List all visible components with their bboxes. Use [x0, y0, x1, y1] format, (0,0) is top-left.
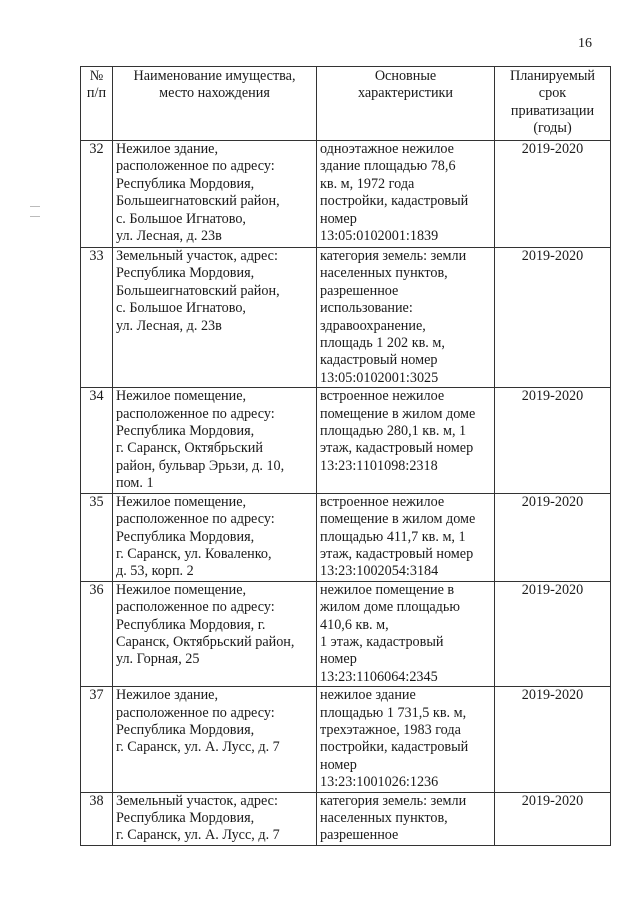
- text-line: Республика Мордовия,: [116, 528, 255, 545]
- property-name: [113, 687, 317, 792]
- text-line: Нежилое помещение,: [116, 493, 247, 510]
- text-line: здравоохранение,: [320, 317, 426, 334]
- row-number: 36: [81, 581, 113, 686]
- text-line: Республика Мордовия, г.: [116, 616, 266, 633]
- page-number: 16: [578, 36, 592, 51]
- row-number: 32: [81, 141, 113, 248]
- text-line: расположенное по адресу:: [116, 158, 275, 175]
- text-line: ул. Горная, 25: [116, 651, 200, 668]
- text-line: расположенное по адресу:: [116, 599, 275, 616]
- text-line: Нежилое здание,: [116, 687, 219, 704]
- text-line: разрешенное: [320, 827, 399, 844]
- text-line: категория земель: земли: [320, 792, 467, 809]
- text-line: площадь 1 202 кв. м,: [320, 335, 445, 352]
- text-line: расположенное по адресу:: [116, 704, 275, 721]
- text-line: Большеигнатовский район,: [116, 193, 280, 210]
- property-characteristics: [317, 141, 495, 248]
- text-line: использование:: [320, 300, 413, 317]
- property-name: [113, 792, 317, 845]
- text-line: г. Саранск, Октябрьский: [116, 440, 263, 457]
- text-line: Земельный участок, адрес:: [116, 792, 278, 809]
- text-line: разрешенное: [320, 282, 399, 299]
- text-line: номер: [320, 756, 357, 773]
- text-line: Нежилое здание,: [116, 141, 219, 157]
- text-line: 13:23:1101098:2318: [320, 457, 438, 474]
- text-line: жилом доме площадью: [320, 599, 460, 616]
- text-line: помещение в жилом доме: [320, 511, 476, 528]
- table-row: [81, 388, 611, 493]
- text-line: г. Саранск, ул. А. Лусс, д. 7: [116, 827, 280, 844]
- privatization-table: [80, 66, 611, 846]
- property-name: [113, 493, 317, 581]
- text-line: д. 53, корп. 2: [116, 563, 194, 580]
- text-line: (годы): [533, 120, 572, 137]
- privatization-term: 2019-2020: [495, 388, 611, 493]
- text-line: 13:23:1106064:2345: [320, 668, 438, 685]
- header-characteristics: [317, 67, 495, 141]
- text-line: номер: [320, 210, 357, 227]
- property-characteristics: [317, 792, 495, 845]
- property-characteristics: [317, 493, 495, 581]
- text-line: площадью 411,7 кв. м, 1: [320, 528, 466, 545]
- header-term: [495, 67, 611, 141]
- property-characteristics: [317, 248, 495, 388]
- text-line: ул. Лесная, д. 23в: [116, 317, 222, 334]
- privatization-term: 2019-2020: [495, 248, 611, 388]
- text-line: №: [89, 68, 104, 84]
- text-line: Нежилое помещение,: [116, 581, 247, 598]
- row-number: 34: [81, 388, 113, 493]
- text-line: срок: [538, 85, 567, 102]
- text-line: г. Саранск, ул. Коваленко,: [116, 545, 272, 562]
- header-num: [81, 67, 113, 141]
- text-line: этаж, кадастровый номер: [320, 545, 474, 562]
- text-line: 410,6 кв. м,: [320, 616, 389, 633]
- text-line: Наименование имущества,: [133, 68, 296, 84]
- text-line: этаж, кадастровый номер: [320, 440, 474, 457]
- text-line: встроенное нежилое: [320, 388, 445, 405]
- text-line: трехэтажное, 1983 года: [320, 721, 461, 738]
- table-row: [81, 792, 611, 845]
- text-line: г. Саранск, ул. А. Лусс, д. 7: [116, 739, 280, 756]
- text-line: 13:05:0102001:3025: [320, 369, 439, 386]
- table-row: [81, 581, 611, 686]
- text-line: населенных пунктов,: [320, 265, 448, 282]
- text-line: кв. м, 1972 года: [320, 175, 415, 192]
- text-line: Саранск, Октябрьский район,: [116, 633, 295, 650]
- text-line: пом. 1: [116, 475, 154, 492]
- text-line: Нежилое помещение,: [116, 388, 247, 405]
- text-line: с. Большое Игнатово,: [116, 300, 246, 317]
- text-line: постройки, кадастровый: [320, 193, 469, 210]
- scan-mark: [30, 216, 40, 217]
- text-line: Планируемый: [509, 68, 596, 84]
- table-header-row: [81, 67, 611, 141]
- text-line: Республика Мордовия,: [116, 423, 255, 440]
- text-line: 13:23:1001026:1236: [320, 774, 439, 791]
- text-line: помещение в жилом доме: [320, 405, 476, 422]
- text-line: площадью 1 731,5 кв. м,: [320, 704, 467, 721]
- text-line: характеристики: [357, 85, 454, 102]
- privatization-term: 2019-2020: [495, 581, 611, 686]
- row-number: 33: [81, 248, 113, 388]
- text-line: категория земель: земли: [320, 248, 467, 264]
- text-line: район, бульвар Эрьзи, д. 10,: [116, 457, 285, 474]
- text-line: расположенное по адресу:: [116, 511, 275, 528]
- text-line: нежилое здание: [320, 687, 416, 704]
- scan-mark: [30, 206, 40, 207]
- text-line: 13:23:1002054:3184: [320, 563, 439, 580]
- text-line: постройки, кадастровый: [320, 739, 469, 756]
- property-characteristics: [317, 581, 495, 686]
- text-line: кадастровый номер: [320, 352, 438, 369]
- text-line: населенных пунктов,: [320, 810, 448, 826]
- row-number: 38: [81, 792, 113, 845]
- property-name: [113, 388, 317, 493]
- property-name: [113, 248, 317, 388]
- text-line: Республика Мордовия,: [116, 810, 255, 826]
- text-line: Республика Мордовия,: [116, 175, 255, 192]
- row-number: 37: [81, 687, 113, 792]
- privatization-term: 2019-2020: [495, 792, 611, 845]
- text-line: нежилое помещение в: [320, 581, 455, 598]
- text-line: с. Большое Игнатово,: [116, 210, 246, 227]
- header-name: [113, 67, 317, 141]
- table-row: [81, 687, 611, 792]
- property-characteristics: [317, 388, 495, 493]
- text-line: номер: [320, 651, 357, 668]
- row-number: 35: [81, 493, 113, 581]
- table-row: [81, 493, 611, 581]
- text-line: Основные: [374, 68, 437, 84]
- property-name: [113, 141, 317, 248]
- text-line: приватизации: [510, 102, 595, 119]
- table-row: [81, 248, 611, 388]
- text-line: Земельный участок, адрес:: [116, 248, 278, 264]
- text-line: одноэтажное нежилое: [320, 141, 454, 157]
- text-line: 13:05:0102001:1839: [320, 228, 439, 245]
- text-line: п/п: [86, 85, 107, 102]
- privatization-term: 2019-2020: [495, 687, 611, 792]
- text-line: встроенное нежилое: [320, 493, 445, 510]
- privatization-term: 2019-2020: [495, 141, 611, 248]
- text-line: Республика Мордовия,: [116, 721, 255, 738]
- property-characteristics: [317, 687, 495, 792]
- text-line: место нахождения: [159, 85, 270, 102]
- text-line: ул. Лесная, д. 23в: [116, 228, 222, 245]
- text-line: Республика Мордовия,: [116, 265, 255, 282]
- text-line: площадью 280,1 кв. м, 1: [320, 423, 467, 440]
- privatization-term: 2019-2020: [495, 493, 611, 581]
- text-line: здание площадью 78,6: [320, 158, 456, 175]
- property-name: [113, 581, 317, 686]
- table-row: [81, 141, 611, 248]
- text-line: 1 этаж, кадастровый: [320, 633, 444, 650]
- text-line: расположенное по адресу:: [116, 405, 275, 422]
- text-line: Большеигнатовский район,: [116, 282, 280, 299]
